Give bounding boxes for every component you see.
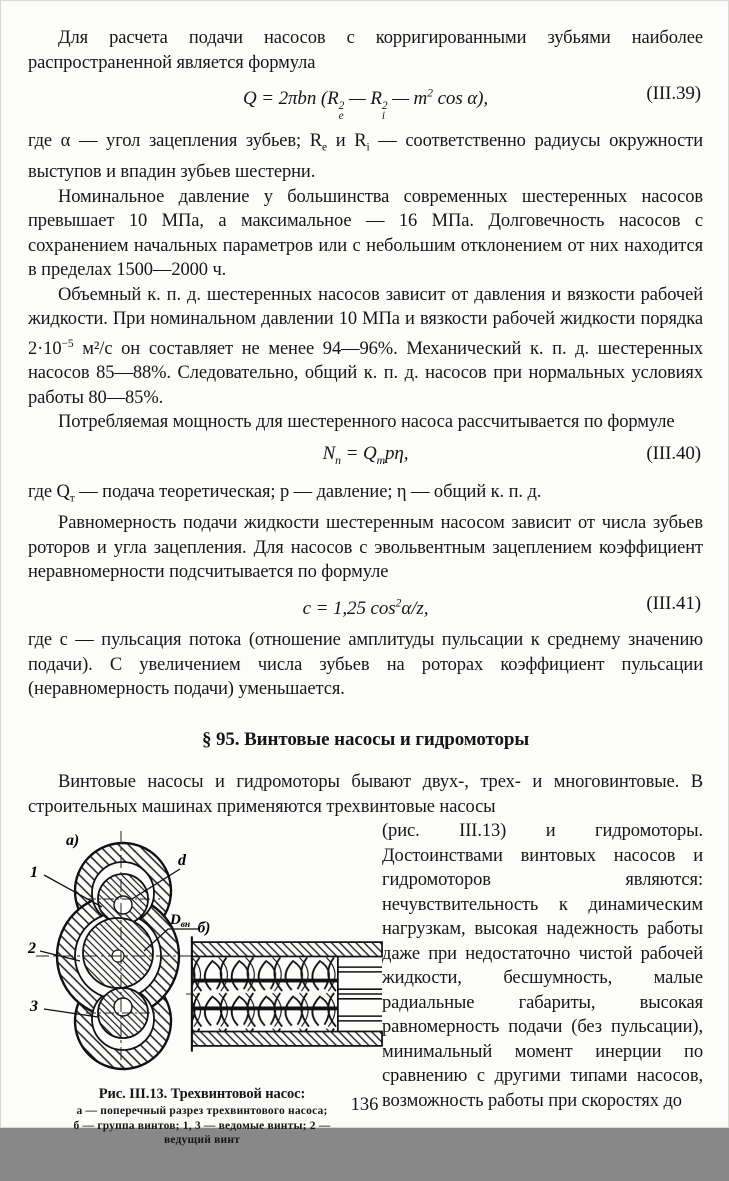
paragraph-text: Для расчета подачи насосов с корригированными зубьями наиболее распространенной является формула [28, 28, 703, 73]
paragraph-text: где Q [28, 481, 70, 502]
equation-text: c = 1,25 cos [302, 597, 396, 619]
callout-2-label: 2 [28, 940, 36, 958]
equation-body [303, 598, 429, 619]
paragraph-where-40 [28, 480, 703, 511]
equation-text: Q = 2πbn (R [242, 88, 339, 110]
superscript: 2 [381, 100, 388, 113]
paragraph-uniformity [28, 511, 703, 585]
equation-iii-39 [28, 82, 703, 122]
page-content [28, 26, 703, 1181]
paragraph-text: где с — пульсация потока (отношение амплитуды пульсации к среднему значению подачи). С увеличением числа зубьев на роторах коэффициент пульсации (неравномерность подачи) уменьшается. [28, 630, 703, 700]
paragraph-text: Равномерность подачи жидкости шестеренным насосом зависит от числа зубьев роторов и угла зацепления. Для насосов с эвольвентным зацеплением коэффициент неравномерности подсчитывается по формуле [28, 513, 703, 583]
paragraph-nominal-pressure [28, 185, 703, 283]
equation-number: (III.39) [646, 83, 701, 104]
mesh-line-lower [192, 1007, 338, 1011]
superscript: 2 [338, 100, 345, 113]
superscript: 2 [427, 87, 433, 100]
paragraph-text: (рис. III.13) и гидромоторы. Достоинствами винтовых насосов и гидромоторов являются: нечувствительность к динамическим нагрузкам, высокая надежность работы даже при недостаточно чистой рабочей жидкости, бесшумность, малые радиальные габариты, высокая равномерность подачи (без пульсации), минимальный момент инерции по сравнению с другими типами насосов, возможность работы при скоростях до [382, 821, 703, 1111]
paragraph-text: — подача теоретическая; p — давление; η — общий к. п. д. [74, 481, 542, 502]
mesh-line-upper [192, 979, 338, 983]
dimension-D: D [170, 912, 181, 929]
paragraph-where-41 [28, 628, 703, 702]
casing-wall-top [192, 943, 382, 957]
paragraph-intro-formula [28, 26, 703, 75]
equation-number: (III.41) [646, 592, 701, 614]
paragraph-text: и R [327, 130, 367, 151]
figure-canvas [28, 825, 376, 1077]
figure-caption-line: а — поперечный разрез трехвинтового насоса; [76, 1105, 328, 1118]
figure-part-b-label: б) [197, 920, 211, 938]
equation-body [242, 87, 489, 123]
equation-text: N [322, 442, 336, 464]
subscript: т [69, 492, 75, 505]
subscript: i [366, 141, 370, 154]
casing-wall-bottom [192, 1032, 382, 1046]
superscript: −5 [61, 337, 74, 350]
subscript: т [376, 453, 386, 467]
section-heading: § 95. Винтовые насосы и гидромоторы [201, 728, 530, 750]
callout-1-label: 1 [30, 864, 38, 882]
superscript: 2 [395, 596, 402, 610]
equation-number: (III.40) [646, 442, 701, 464]
figure-iii-13 [28, 825, 376, 1181]
equation-body [322, 442, 409, 467]
paragraph-text: м²/с он составляет не менее 94—96%. Механический к. п. д. шестеренных насосов 85—88%. Следовательно, общий к. п. д. насосов при нормальных условиях работы 80—85%. [28, 338, 703, 408]
figure-part-a-label: а) [66, 832, 80, 850]
screw-braid-area [192, 957, 338, 1032]
paragraph-text: Потребляемая мощность для шестеренного насоса рассчитывается по формуле [58, 412, 675, 433]
equation-text: pη, [385, 442, 409, 464]
paragraph-volumetric-efficiency [28, 283, 703, 411]
equation-text: — m [387, 88, 428, 110]
subscript: e [338, 110, 344, 123]
equation-text: cos α), [432, 88, 489, 110]
dimension-d-label: d [178, 852, 186, 870]
subscript: e [322, 141, 328, 154]
equation-text: = Q [340, 442, 377, 464]
equation-iii-41 [28, 592, 703, 622]
subscript: n [335, 453, 341, 467]
equation-text: — R [344, 88, 382, 110]
callout-3-label: 3 [30, 998, 38, 1016]
figure-caption-line: ведущий винт [163, 1134, 241, 1147]
paragraph-text: Винтовые насосы и гидромоторы бывают двух-, трех- и многовинтовые. В строительных машинах применяются трехвинтовые насосы [28, 772, 703, 817]
equation-text: α/z, [401, 597, 429, 619]
figure-screw-group [186, 921, 386, 1067]
figure-caption-line: б — группа винтов; 1, 3 — ведомые винты; 2 — [73, 1119, 331, 1132]
subscript: i [381, 110, 385, 123]
figure-caption-title: Рис. III.13. Трехвинтовой насос: [98, 1086, 306, 1103]
paragraph-power [28, 410, 703, 435]
figure-pump-cross-section [28, 825, 210, 1073]
figure-and-text-block [28, 819, 703, 1147]
equation-iii-40 [28, 442, 703, 473]
paragraph-section-intro [28, 770, 703, 819]
paragraph-text: Номинальное давление у большинства современных шестеренных насосов превышает 10 МПа, а максимальное — 16 МПа. Долговечность насосов с сохранением начальных параметров или с небольшим отклонением от них находится в пределах 1500—2000 ч. [28, 186, 703, 281]
paragraph-text: Объемный к. п. д. шестеренных насосов зависит от давления и вязкости рабочей жидкости. При номинальном давлении 10 МПа и вязкости рабочей жидкости порядка 2·10 [28, 284, 703, 359]
paragraph-text: — соответственно радиусы окружности выступов и впадин зубьев шестерни. [28, 130, 703, 183]
paragraph-text: где α — угол зацепления зубьев; R [28, 130, 323, 151]
dimension-D-subscript: вн [180, 920, 191, 931]
page-number: 136 [350, 1095, 379, 1115]
paragraph-where-39 [28, 129, 703, 185]
